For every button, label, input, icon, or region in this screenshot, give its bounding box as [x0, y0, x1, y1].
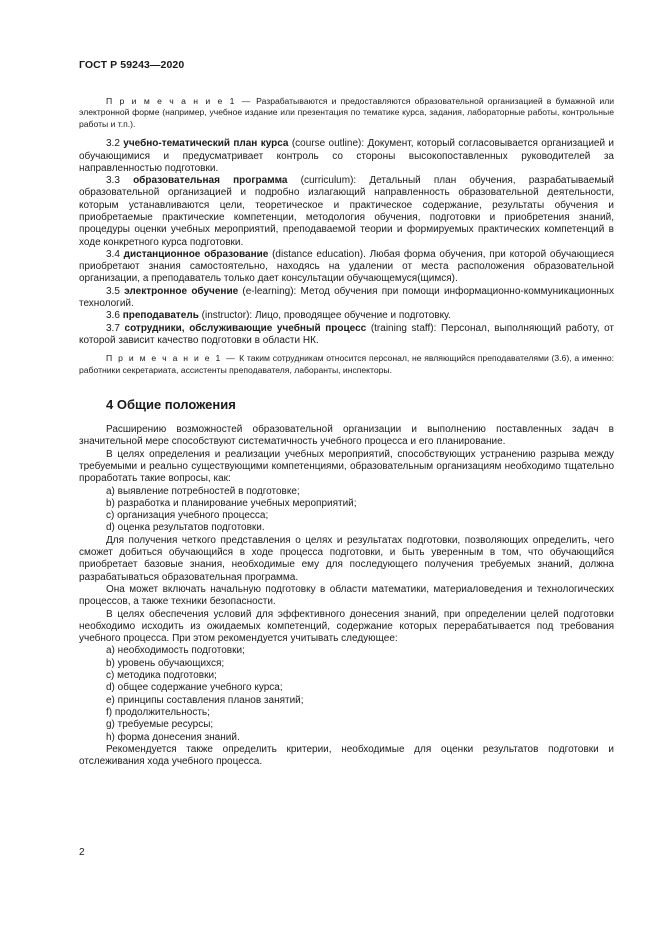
term-3-5 [79, 286, 614, 311]
section-4-heading: 4 Общие положения [106, 397, 236, 413]
term-number: 3.5 [106, 285, 120, 297]
term-title: дистанционное образование [123, 248, 269, 260]
document-body [79, 96, 614, 768]
list-item: b) уровень обучающихся; [106, 657, 225, 669]
note-text: К таким сотрудникам относится персонал, не являющийся преподавателями (3.6), а именно: работники секретариата, ассистенты преподавателя, лаборанты, инспекторы. [79, 353, 614, 375]
list-item: c) организация учебного процесса; [106, 510, 269, 522]
term-number: 3.3 [106, 175, 120, 187]
term-definition: (e-learning): Метод обучения при помощи информационно-коммуникационных технологий. [79, 285, 614, 310]
term-definition: (course outline): Документ, который согласовывается организацией и обучающимися и предусматривает контроль со стороны высокопоставленных руководителей за направленностью подготовки. [79, 138, 615, 174]
issues-list [79, 486, 614, 535]
list-item: g) требуемые ресурсы; [106, 719, 214, 731]
list-item: d) оценка результатов подготовки. [106, 522, 265, 534]
term-3-4 [79, 249, 614, 286]
term-3-7 [79, 323, 614, 348]
page-number: 2 [79, 847, 85, 858]
section-paragraph: Для получения четкого представления о целях и результатах подготовки, позволяющих определить, чего сможет добиться обучающийся в ходе процесса подготовки, и быть уверенным в том, что обучающийся приобретает базовые знания, необходимые ему для последующего получения требуемых знаний, должна разрабатываться образовательная программа. [79, 534, 614, 583]
standard-header: ГОСТ Р 59243—2020 [79, 59, 185, 71]
note-label: П р и м е ч а н и е 1 — [106, 96, 252, 106]
note-label: П р и м е ч а н и е 1 — [106, 353, 237, 364]
section-paragraph: Расширению возможностей образовательной организации и выполнению поставленных задач в значительной мере способствуют систематичность учебного процесса и его планирование. [79, 424, 614, 448]
section-paragraph: Рекомендуется также определить критерии, необходимые для оценки результатов подготовки и отслеживания хода учебного процесса. [79, 743, 614, 768]
term-definition: (instructor): Лицо, проводящее обучение и подготовку. [201, 310, 451, 322]
list-item: f) продолжительность; [106, 706, 210, 718]
considerations-list [79, 645, 614, 743]
term-definition: (curriculum): Детальный план обучения, разрабатываемый образовательной организацией и подробно излагающий направленность образовательной деятельности, которым устанавливаются цели, теоретическое и практическое содержание, результаты обучения и приобретаемые практические компетенции, методология обучения, подготовки и приобретения знаний, процедуры оценки учебных мероприятий, преподаваемой теории и формируемых практических компетенций в ходе конкретного курса подготовки. [79, 175, 614, 248]
term-title: электронное обучение [124, 285, 239, 297]
list-item: d) общее содержание учебного курса; [106, 682, 283, 694]
term-definition: (distance education). Любая форма обучения, при которой обучающиеся приобретают знания самостоятельно, находясь на удалении от места расположения образовательной организации, а преподаватель только дает консультации обучающемуся(щимся). [79, 248, 615, 285]
note-2 [79, 353, 614, 376]
list-item: c) методика подготовки; [106, 670, 217, 682]
term-number: 3.2 [106, 138, 120, 150]
section-paragraph: В целях обеспечения условий для эффективного донесения знаний, при определении целей подготовки необходимо исходить из ожидаемых компетенций, содержание которых перерабатывается под требования учебного процесса. При этом рекомендуется учитывать следующее: [79, 608, 614, 645]
term-3-3 [79, 175, 614, 249]
list-item: h) форма донесения знаний. [106, 731, 240, 743]
term-number: 3.4 [106, 248, 120, 260]
list-item: а) необходимость подготовки; [106, 645, 245, 657]
section-paragraph: Она может включать начальную подготовку в области математики, материаловедения и технологических процессов, а также техники безопасности. [79, 583, 614, 608]
term-definition: (training staff): Персонал, выполняющий работу, от которой зависит качество подготовки в области НК. [79, 322, 614, 346]
term-number: 3.6 [106, 310, 120, 322]
term-3-6 [79, 310, 614, 322]
term-title: преподаватель [122, 310, 199, 322]
list-item: b) разработка и планирование учебных мероприятий; [106, 497, 357, 509]
term-title: образовательная программа [133, 175, 288, 187]
term-3-2 [79, 138, 614, 175]
list-item: e) принципы составления планов занятий; [106, 694, 304, 706]
note-text: Разрабатываются и предоставляются образовательной организацией в бумажной или электронной форме (например, учебное издание или презентация по тематике курса, задания, лабораторные работы, контрольные работы и т.п.). [79, 96, 615, 129]
section-paragraph: В целях определения и реализации учебных мероприятий, способствующих устранению разрыва между требуемыми и реально существующими компетенциями, образовательным организациям необходимо тщательно проработать такие вопросы, как: [79, 448, 614, 485]
term-title: учебно-тематический план курса [123, 138, 289, 150]
list-item: а) выявление потребностей в подготовке; [106, 485, 300, 497]
note-1 [79, 96, 614, 130]
term-number: 3.7 [106, 322, 120, 334]
term-title: сотрудники, обслуживающие учебный процесс [124, 322, 367, 334]
